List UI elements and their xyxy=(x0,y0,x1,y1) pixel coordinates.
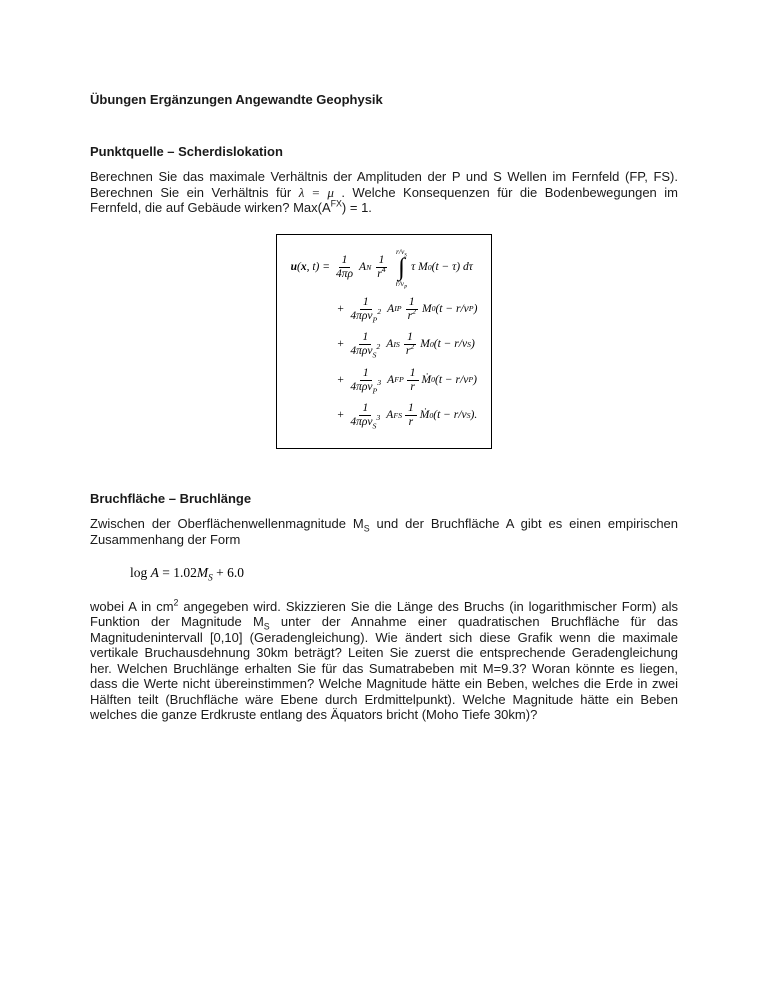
math-subscript xyxy=(404,284,407,290)
text-segment: λ = μ xyxy=(298,184,334,200)
fraction-numerator xyxy=(360,367,372,381)
math-text: S xyxy=(372,350,377,360)
math-text: , t) = xyxy=(306,261,330,274)
paragraph-bruchflaeche-intro xyxy=(90,516,678,547)
math-text: 2 xyxy=(377,307,382,317)
text-segment: Berechnen Sie das maximale Verhältnis der Amplituden der P und S Wellen im Fernfeld (FP, FS). Berechnen Sie ein Verhältnis für xyxy=(90,169,678,200)
math-text: r xyxy=(408,416,414,429)
paragraph-punktquelle xyxy=(90,169,678,216)
math-text: 2 xyxy=(376,342,381,352)
text-segment: M xyxy=(196,565,209,580)
math-fraction xyxy=(333,254,356,281)
math-text: (t − r/v xyxy=(435,302,469,315)
document-title: Übungen Ergänzungen Angewandte Geophysik xyxy=(90,92,383,107)
paragraph-bruchflaeche-main xyxy=(90,599,678,723)
fraction-denominator xyxy=(347,378,384,396)
math-text: 4 xyxy=(381,265,386,275)
section-heading-bruchflaeche: Bruchfläche – Bruchlänge xyxy=(90,490,252,506)
math-text: (t − r/v xyxy=(433,338,468,351)
math-fraction xyxy=(405,296,419,323)
subscript: S xyxy=(208,572,213,583)
math-superscript xyxy=(412,307,416,316)
math-text: 3 xyxy=(376,413,381,423)
math-text: ) xyxy=(470,338,475,351)
fraction-denominator xyxy=(347,413,383,431)
math-text: 1 xyxy=(362,366,369,379)
math-text: 2 xyxy=(410,342,415,352)
text-segment: A xyxy=(150,565,159,580)
text-segment: . Welche Konsequenzen für die Bodenbewegungen im Fernfeld, die auf Gebäude wirken? Max(A xyxy=(90,184,678,215)
math-fraction xyxy=(407,367,419,394)
math-text: τ M xyxy=(411,261,428,274)
math-text: 0 xyxy=(427,262,432,272)
math-text: 1 xyxy=(362,331,369,344)
math-text: ) xyxy=(473,373,477,386)
fraction-denominator xyxy=(405,307,419,323)
math-text: 2 xyxy=(412,307,416,317)
math-text: 0 xyxy=(429,339,434,349)
text-segment: log xyxy=(130,565,151,580)
math-text: M xyxy=(421,302,432,315)
math-text: 1 xyxy=(362,295,369,308)
math-text: + xyxy=(336,302,345,315)
math-text: 1 xyxy=(409,366,416,379)
math-superscript xyxy=(377,307,381,316)
math-text: A xyxy=(386,409,394,422)
math-text: 4πρv xyxy=(350,380,373,393)
math-text: r xyxy=(407,309,413,322)
math-text: S xyxy=(467,339,471,349)
math-text: P xyxy=(404,284,408,290)
math-text: (t − r/v xyxy=(435,373,469,386)
integral xyxy=(396,248,407,288)
text-segment: + 6.0 xyxy=(212,565,244,580)
math-text: 1 xyxy=(408,295,415,308)
math-text: FP xyxy=(394,375,404,385)
math-text: 1 xyxy=(408,402,414,415)
fraction-denominator xyxy=(406,416,416,429)
math-text: ). xyxy=(470,409,478,422)
math-text: 0 xyxy=(429,410,434,420)
equation-line xyxy=(291,296,478,323)
math-text: M xyxy=(420,338,430,351)
math-text: 1 xyxy=(341,253,348,266)
math-text: + xyxy=(336,373,345,386)
fraction-numerator xyxy=(339,254,351,268)
equation-line xyxy=(291,248,478,288)
math-fraction xyxy=(347,296,384,323)
math-fraction xyxy=(347,367,384,394)
math-text: 1 xyxy=(362,402,369,415)
text-segment: unter der Annahme einer quadratischen Bruchfläche für das Magnitudenintervall [0,10] (Geradengleichung). Wie ändert sich diese Grafik wenn die maximale vertikale Bruchausdehnung 30km beträgt? Leiten Sie zuerst die entsprechende Geradengleichung her. Welchen Bruchlänge erhalten Sie für das Sumatrabeben mit M=9.3? Woran könnte es liegen, dass die Werte nicht übereinstimmen? Welche Magnitude hätte ein Beben, welches die Erde in zwei Hälften teilt (Bruchfläche wäre Ebene durch Erdmittelpunkt). Welche Magnitude hätte ein Beben welches die ganze Erdkruste entlang des Äquators bricht (Moho Tiefe 30km)? xyxy=(90,614,678,722)
math-text: A xyxy=(387,373,395,386)
math-superscript xyxy=(376,343,380,352)
math-text: r/v xyxy=(395,246,405,256)
text-segment: und der Bruchfläche A gibt es einen empirischen Zusammenhang der Form xyxy=(90,516,679,547)
math-fraction xyxy=(347,331,383,358)
math-subscript xyxy=(372,386,377,395)
math-text: S xyxy=(466,410,471,420)
fraction-denominator xyxy=(403,342,417,358)
math-superscript xyxy=(377,378,381,387)
fraction-denominator xyxy=(347,307,384,325)
math-text: P xyxy=(468,304,474,314)
math-text: u xyxy=(290,261,297,274)
math-superscript xyxy=(376,413,380,422)
math-fraction xyxy=(405,402,417,429)
math-text: Ṁ xyxy=(421,373,432,386)
math-text: + xyxy=(336,409,345,422)
superscript: FX xyxy=(330,198,342,209)
equation-line xyxy=(291,402,478,429)
fraction-denominator xyxy=(347,342,383,360)
math-fraction xyxy=(374,254,388,281)
superscript: 2 xyxy=(173,597,179,608)
math-text: x xyxy=(300,261,307,274)
integral-sign: ∫ xyxy=(397,253,405,281)
math-text: P xyxy=(468,375,474,385)
math-text: IP xyxy=(394,304,402,314)
math-subscript xyxy=(372,315,377,324)
fraction-numerator xyxy=(405,402,417,416)
math-fraction xyxy=(347,402,383,429)
math-text: 4πρv xyxy=(350,345,373,358)
math-text: 1 xyxy=(407,331,413,344)
fraction-numerator xyxy=(359,331,371,345)
math-text: 3 xyxy=(377,378,382,388)
equation-line xyxy=(291,367,478,394)
formula-log-a xyxy=(130,565,678,581)
fraction-denominator xyxy=(333,268,356,281)
math-text: A xyxy=(359,261,367,274)
math-text: (t − r/v xyxy=(433,409,467,422)
math-text: P xyxy=(372,315,378,325)
fraction-numerator xyxy=(360,296,372,310)
text-segment: Zwischen der Oberflächenwellenmagnitude M xyxy=(90,516,364,531)
math-text: 0 xyxy=(431,304,436,314)
math-text: FS xyxy=(393,410,403,420)
math-text: P xyxy=(372,386,378,396)
math-subscript xyxy=(372,351,376,360)
fraction-denominator xyxy=(374,265,388,281)
fraction-numerator xyxy=(359,402,371,416)
math-superscript xyxy=(410,343,414,352)
subscript: S xyxy=(363,523,370,534)
math-text: 4πρv xyxy=(350,309,373,322)
equation-line xyxy=(291,331,478,358)
math-text: + xyxy=(336,338,345,351)
math-text: ) xyxy=(473,302,478,315)
math-text: r xyxy=(377,268,382,281)
math-text: A xyxy=(387,302,395,315)
math-text: IS xyxy=(393,339,400,349)
math-superscript xyxy=(382,265,386,274)
math-text: r xyxy=(405,345,411,358)
fraction-denominator xyxy=(407,381,417,394)
math-text: 0 xyxy=(431,375,435,385)
math-text: Ṁ xyxy=(419,409,430,422)
section-heading-punktquelle: Punktquelle – Scherdislokation xyxy=(90,143,283,159)
math-text: 4πρv xyxy=(350,416,373,429)
math-text: S xyxy=(372,421,377,431)
math-text: (t − τ) dτ xyxy=(431,261,473,274)
displacement-equation xyxy=(291,248,478,430)
text-segment: ) = 1. xyxy=(341,200,372,215)
text-segment: angegeben wird. Skizzieren Sie die Länge des Bruchs (in logarithmischer Form) als Funktion der Magnitude M xyxy=(90,598,678,629)
math-text: 1 xyxy=(378,253,385,266)
math-text: A xyxy=(386,338,394,351)
text-segment: = 1.02 xyxy=(158,565,197,580)
math-text: r xyxy=(410,380,415,393)
subscript: S xyxy=(263,621,270,632)
math-fraction xyxy=(403,331,417,358)
math-text: ( xyxy=(296,261,301,274)
math-text: r/v xyxy=(395,278,405,288)
integral-lower-limit xyxy=(396,280,407,288)
math-text: 4πρ xyxy=(336,268,354,281)
equation-box xyxy=(276,234,493,449)
math-text: N xyxy=(366,262,372,272)
fraction-numerator xyxy=(407,367,419,381)
math-text: S xyxy=(404,252,407,258)
math-subscript xyxy=(372,422,376,431)
text-segment: wobei A in cm xyxy=(90,598,174,614)
